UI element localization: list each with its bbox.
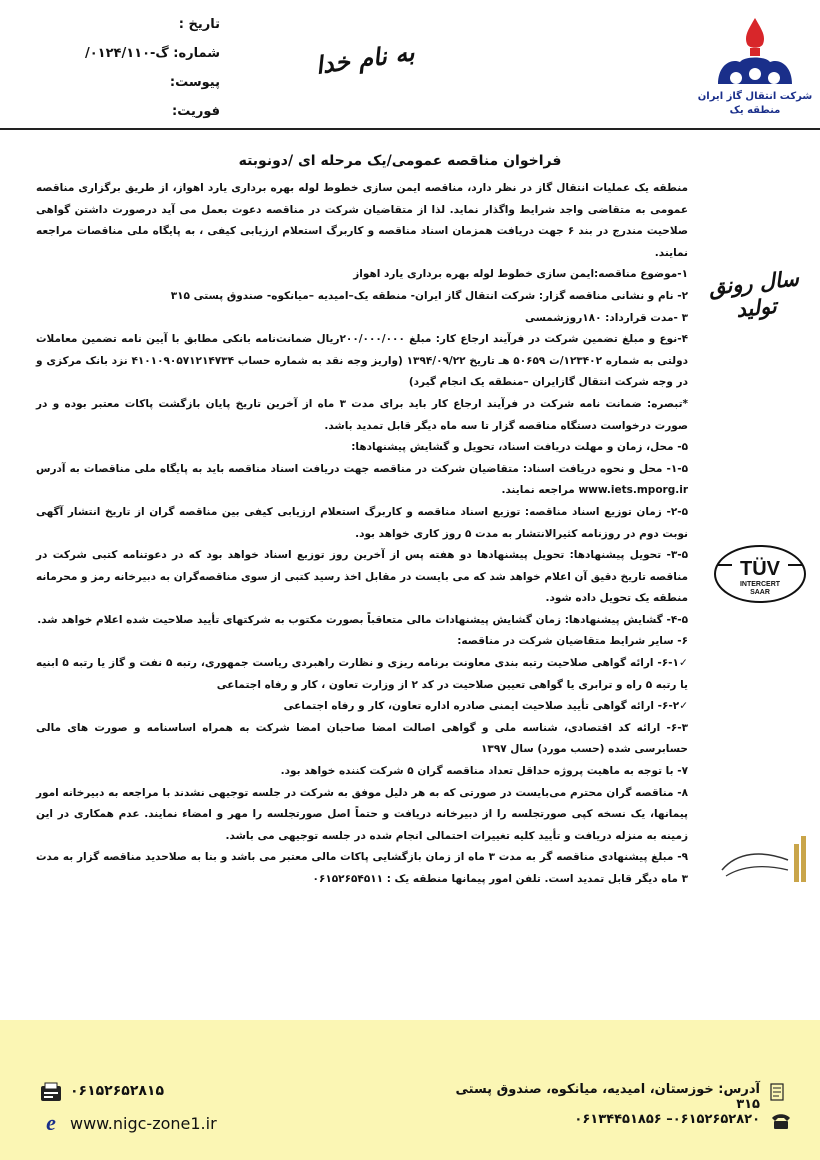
tuv-intercert: INTERCERT xyxy=(739,581,781,588)
letter-number: شماره: گ-۰۱۲۴/۱۱۰/ xyxy=(84,46,220,61)
fax-icon xyxy=(40,1082,62,1102)
tuv-certification-logo-icon xyxy=(712,543,808,605)
note-paragraph: *تبصره: ضمانت نامه شرکت در فرآیند ارجاع کار باید برای مدت ۳ ماه از آخرین تاریخ پایان بازگشت پاکات معتبر بوده و در صورت درخواست دستگاه مناقصه گزار تا سه ماه دیگر قابل تمدید باشد. xyxy=(36,397,688,432)
clause-6-2: ✓۶-۲- ارائه گواهی تأیید صلاحیت ایمنی صادره اداره تعاون، کار و رفاه اجتماعی xyxy=(283,700,688,713)
year-slogan-calligraphy: سال رونق تولید xyxy=(707,265,800,322)
attachment-label: پیوست: xyxy=(169,75,220,90)
clause-5: ۵- محل، زمان و مهلت دریافت اسناد، تحویل و گشایش پیشنهادها: xyxy=(351,441,688,454)
clause-3: ۳ -مدت قرارداد: ۱۸۰روزشمسی xyxy=(524,311,688,324)
bismillah-calligraphy: به نام خدا xyxy=(313,37,417,80)
clause-4: ۴-نوع و مبلغ تضمین شرکت در فرآیند ارجاع کار: مبلغ ۲۰۰/۰۰۰/۰۰۰ریال ضمانت‌نامه بانکی مطابق با آیین نامه تضمین معاملات دولتی به شماره ۱۲۳۴۰۲/ت ۵۰۶۵۹ هـ تاریخ ۱۳۹۴/۰۹/۲۲ (واریز وجه نقد به شماره حساب ۴۱۰۱۰۹۰۵۷۱۲۱۴۷۳۴ نزد بانک مرکزی و در وجه شرکت انتقال گازایران –منطقه یک انجام گیرد) xyxy=(36,333,688,389)
footer-fax-number: ۰۶۱۵۲۶۵۲۸۱۵ xyxy=(70,1083,164,1099)
company-name-block xyxy=(690,90,820,118)
telephone-icon xyxy=(770,1112,792,1130)
web-icon xyxy=(40,1112,62,1134)
clause-5-3: ۳-۵- تحویل پیشنهادها: تحویل پیشنهادها دو هفته پس از آخرین روز توزیع اسناد خواهد بود که در دعوتنامه کتبی شرکت در مناقصه تاریخ دقیق آن اعلام خواهد شد که می بایست در مقابل اخذ رسید کتبی از سوی مناقصه‌گران به دبیرخانه رمز و محرمانه منطقه یک تحویل داده شود. xyxy=(36,549,688,605)
company-region: منطقه یک xyxy=(729,105,781,116)
clause-5-1: ۱-۵- محل و نحوه دریافت اسناد: متقاضیان شرکت در مناقصه جهت دریافت اسناد مناقصه باید به پایگاه ملی مناقصات به آدرس www.iets.mporg.ir مراجعه نمایند. xyxy=(36,462,688,497)
clause-9: ۹- مبلغ پیشنهادی مناقصه گر به مدت ۳ ماه از زمان بازگشایی پاکات مالی معتبر می باشد و بنا به صلاحدید مناقصه گزار به مدت ۳ ماه دیگر قابل تمدید است. تلفن امور پیمانها منطقه یک : ۰۶۱۵۲۶۵۴۵۱۱ xyxy=(36,851,688,885)
clause-6-3: ۶-۳- ارائه کد اقتصادی، شناسه ملی و گواهی اصالت امضا صاحبان امضا شرکت به همراه اساسنامه و صورت های مالی حسابرسی شده (حسب مورد) سال ۱۳۹۷ xyxy=(36,721,688,756)
tuv-saar: SAAR xyxy=(750,589,770,596)
address-envelope-icon xyxy=(770,1083,784,1101)
clause-8: ۸- مناقصه گران محترم می‌بایست در صورتی که به هر دلیل موفق به شرکت در جلسه توجیهی نشدند با مراجعه به دبیرخانه امور پیمانها، یک نسخه کپی صورتجلسه را از دبیرخانه دریافت و حتماً اصل صورتجلسه را مهر و امضاء نمایند. عدم همکاری در این زمینه به منزله دریافت و تأیید کلیه تغییرات احتمالی انجام شده در جلسه توجیهی می باشد. xyxy=(36,786,688,842)
clause-6: ۶- سایر شرایط متقاضیان شرکت در مناقصه: xyxy=(457,635,688,648)
intro-paragraph: منطقه یک عملیات انتقال گاز در نظر دارد، مناقصه ایمن سازی خطوط لوله بهره برداری یارد اهواز، از طریق برگزاری مناقصه عمومی به متقاضی واجد شرایط واگذار نماید. لذا از متقاضیان شرکت در مناقصه دعوت بعمل می آید درصورت داشتن گواهی صلاحیت مندرج در بند ۶ جهت دریافت همزمان اسناد مناقصه و کاربرگ استعلام ارزیابی کیفی ، به پایگاه ملی مناقصات مراجعه نمایند. xyxy=(36,182,688,259)
footer-website-link[interactable]: www.nigc-zone1.ir xyxy=(70,1114,217,1133)
urgency-label: فوریت: xyxy=(172,104,220,119)
header-divider xyxy=(0,128,820,130)
date-label: تاریخ : xyxy=(178,17,220,32)
svg-text:e: e xyxy=(46,1112,56,1134)
clause-5-4: ۴-۵- گشایش پیشنهادها: زمان گشایش پیشنهادات مالی متعاقباً بصورت مکتوب به شرکتهای تأیید صلاحیت شده اعلام خواهد شد. xyxy=(37,613,688,626)
tuv-brand: TÜV xyxy=(740,558,780,580)
company-name: شرکت انتقال گاز ایران xyxy=(697,91,813,102)
clause-2: ۲- نام و نشانی مناقصه گزار: شرکت انتقال گاز ایران- منطقه یک–امیدیه –میانکوه- صندوق پستی ۳۱۵ xyxy=(170,289,688,302)
letter-meta xyxy=(84,10,220,126)
clause-5-2: ۲-۵- زمان توزیع اسناد مناقصه: توزیع اسناد مناقصه و کاربرگ استعلام ارزیابی کیفی بین مناقصه گران از تاریخ انتشار آگهی نوبت دوم در روزنامه کثیرالانتشار به مدت ۵ روز کاری خواهد بود. xyxy=(36,505,688,540)
document-title: فراخوان مناقصه عمومی/یک مرحله ای /دونوبته xyxy=(238,153,562,169)
document-body xyxy=(36,178,688,891)
clause-7: ۷- با توجه به ماهیت پروژه حداقل تعداد مناقصه گران ۵ شرکت کننده خواهد بود. xyxy=(280,765,688,778)
excellence-award-logo-icon xyxy=(712,830,808,900)
clause-6-1: ✓۶-۱- ارائه گواهی صلاحیت رتبه بندی معاونت برنامه ریزی و نظارت راهبردی ریاست جمهوری، رتبه ۵ نفت و گاز یا رتبه ۵ ابنیه یا رتبه ۵ راه و ترابری یا گواهی تعیین صلاحیت در کد ۲ از وزارت تعاون ، کار و رفاه اجتماعی xyxy=(36,657,688,691)
footer-address: آدرس: خوزستان، امیدیه، میانکوه، صندوق پستی ۳۱۵ xyxy=(455,1082,760,1112)
footer-phone-numbers: ۰۶۱۵۲۶۵۲۸۲۰– ۰۶۱۳۴۴۵۱۸۵۶ xyxy=(574,1112,760,1127)
clause-1: ۱-موضوع مناقصه:ایمن سازی خطوط لوله بهره برداری یارد اهواز xyxy=(353,268,688,281)
